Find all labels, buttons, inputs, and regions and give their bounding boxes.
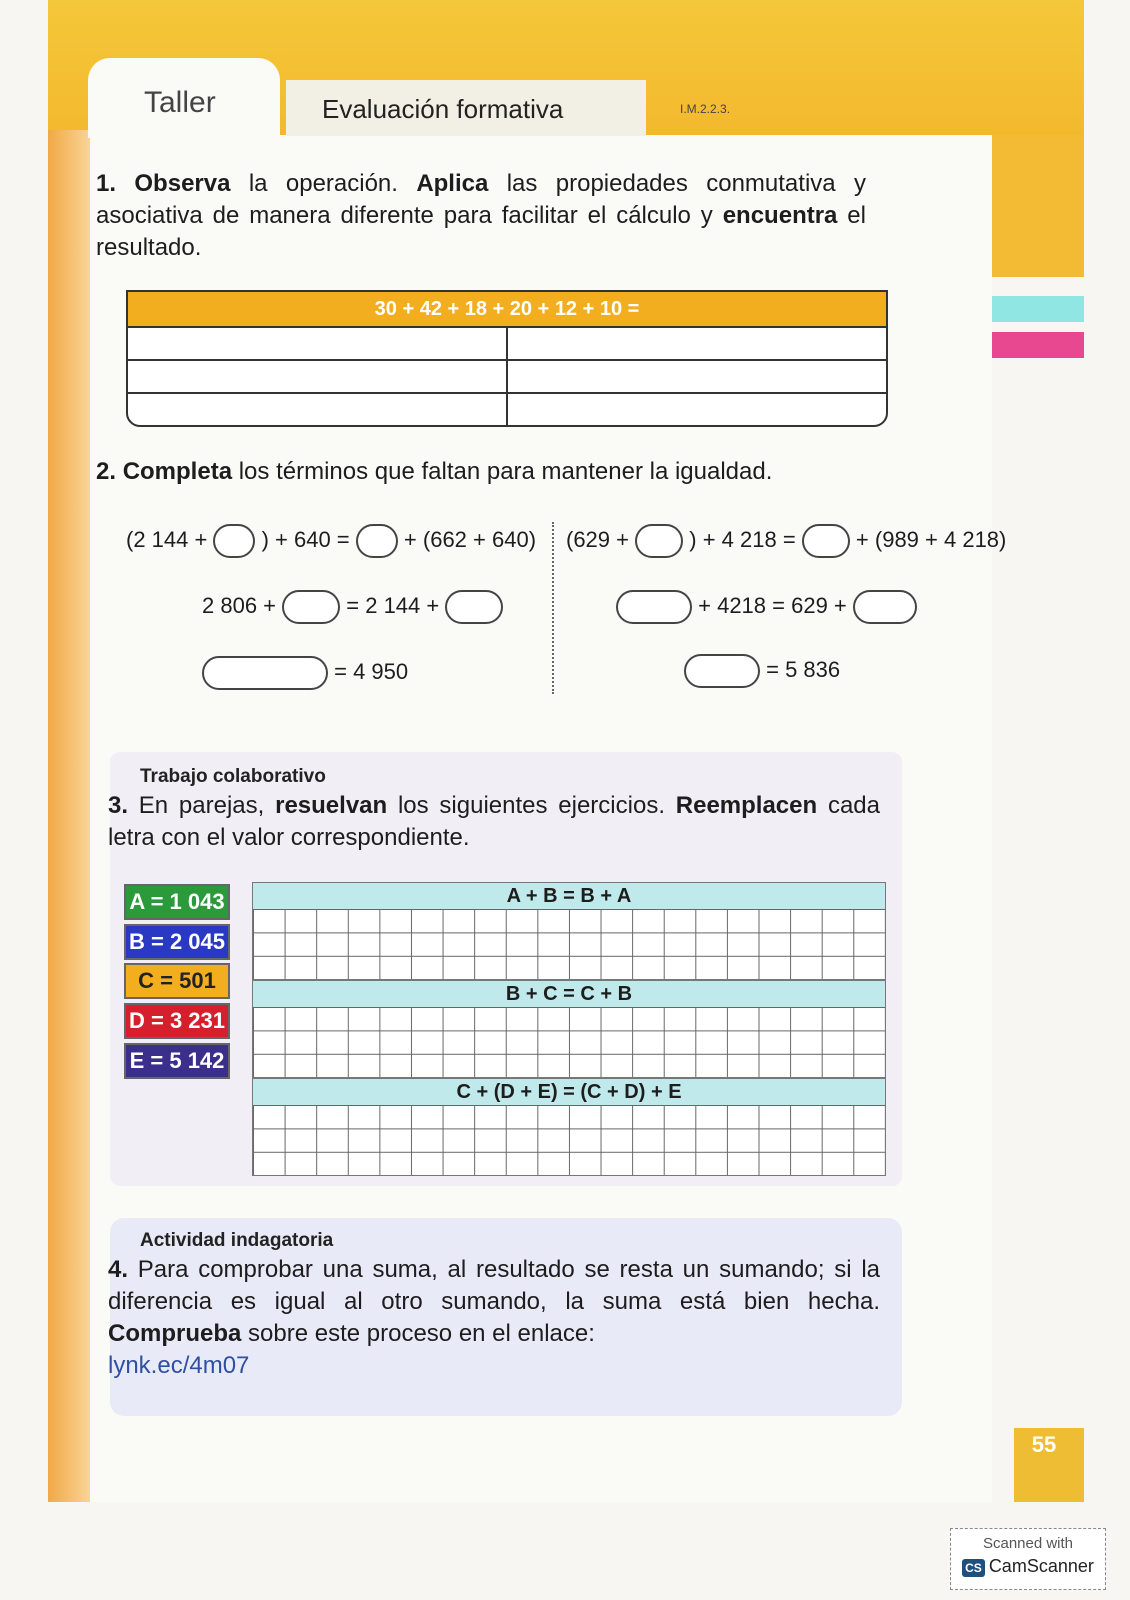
q2-word-completa: Completa — [122, 458, 233, 485]
q4-text-1: Para comprobar una suma, al resultado se resta un sumando; si la diferencia es igual al otro sumando, la suma está bien hecha. — [108, 1256, 880, 1315]
watermark-brand-line — [951, 1556, 1105, 1577]
question-4 — [108, 1254, 880, 1382]
q1-text-1: la operación. — [230, 170, 417, 197]
left-orange-band — [48, 130, 92, 1502]
eq-text: (2 144 + — [126, 526, 208, 552]
q1-text-2: las propiedades conmutativa y asociativa de manera diferente para facilitar el cálculo y — [96, 170, 866, 229]
collaborative-label: Trabajo colaborativo — [140, 766, 326, 787]
question-3 — [108, 790, 880, 854]
q1-cell[interactable] — [508, 394, 886, 425]
q4-number: 4. — [108, 1256, 129, 1283]
tab-workshop-label: Taller — [144, 86, 216, 119]
q1-table — [126, 290, 888, 427]
answer-blank[interactable] — [356, 524, 398, 558]
q3-word-resuelvan: resuelvan — [275, 792, 388, 819]
grid-cells[interactable] — [253, 1105, 885, 1175]
q2-divider — [552, 522, 554, 694]
q1-cell[interactable] — [128, 394, 508, 425]
q1-table-row — [128, 359, 886, 392]
cyan-stripe — [992, 296, 1084, 322]
q1-table-row — [128, 392, 886, 425]
q3-number: 3. — [108, 792, 129, 819]
value-chip-e: E = 5 142 — [124, 1043, 230, 1079]
grid-title: C + (D + E) = (C + D) + E — [253, 1079, 885, 1105]
value-chip-c: C = 501 — [124, 963, 230, 999]
q3-text-1: En parejas, — [138, 792, 276, 819]
answer-blank[interactable] — [616, 590, 692, 624]
answer-blank[interactable] — [282, 590, 340, 624]
q2-left-line-1 — [126, 524, 536, 558]
q1-number: 1. — [96, 170, 117, 197]
q1-word-observa: Observa — [134, 170, 231, 197]
q2-right-line-2 — [616, 590, 917, 624]
q1-cell[interactable] — [508, 328, 886, 359]
answer-blank[interactable] — [853, 590, 917, 624]
q1-cell[interactable] — [128, 361, 508, 392]
grid-cells[interactable] — [253, 1007, 885, 1077]
grid-a-plus-b — [252, 882, 886, 980]
camscanner-watermark — [950, 1528, 1106, 1590]
q2-right-line-1 — [566, 524, 1006, 558]
answer-blank[interactable] — [213, 524, 255, 558]
q4-text-2: sobre este proceso en el enlace: — [241, 1320, 595, 1347]
q1-cell[interactable] — [508, 361, 886, 392]
grid-cells[interactable] — [253, 909, 885, 979]
q4-word-comprueba: Comprueba — [108, 1320, 242, 1347]
q4-link[interactable]: lynk.ec/4m07 — [108, 1352, 250, 1379]
grid-title: B + C = C + B — [253, 981, 885, 1007]
eq-text: = 5 836 — [766, 656, 841, 682]
grid-title: A + B = B + A — [253, 883, 885, 909]
eq-text: = 4 950 — [334, 658, 409, 684]
q2-text: los términos que faltan para mantener la igualdad. — [232, 458, 773, 485]
q1-word-aplica: Aplica — [416, 170, 489, 197]
eq-text: 2 806 + — [202, 592, 277, 618]
q3-text-2: los siguientes ejercicios. — [387, 792, 676, 819]
right-yellow-block — [992, 135, 1084, 277]
value-chip-d: D = 3 231 — [124, 1003, 230, 1039]
eq-text: ) + 4 218 = — [689, 526, 796, 552]
eq-text: = 2 144 + — [346, 592, 440, 618]
watermark-brand: CamScanner — [988, 1556, 1094, 1576]
value-chip-b: B = 2 045 — [124, 924, 230, 960]
q2-number: 2. — [96, 458, 117, 485]
tab-assessment — [286, 80, 646, 136]
q1-word-encuentra: encuentra — [722, 202, 838, 229]
q2-left-line-3 — [202, 656, 408, 690]
page-number: 55 — [1031, 1432, 1057, 1457]
answer-blank[interactable] — [202, 656, 328, 690]
camscanner-logo-icon: CS — [962, 1559, 985, 1577]
question-2 — [96, 456, 896, 488]
answer-blank[interactable] — [802, 524, 850, 558]
pink-stripe — [992, 332, 1084, 358]
question-1 — [96, 168, 866, 264]
answer-blank[interactable] — [445, 590, 503, 624]
eq-text: + (662 + 640) — [403, 526, 537, 552]
eq-text: (629 + — [566, 526, 629, 552]
q2-right-line-3 — [684, 654, 840, 688]
value-chip-a: A = 1 043 — [124, 884, 230, 920]
tab-workshop — [88, 58, 280, 138]
q3-word-reemplacen: Reemplacen — [675, 792, 818, 819]
answer-blank[interactable] — [684, 654, 760, 688]
skill-code: I.M.2.2.3. — [680, 102, 731, 116]
q1-cell[interactable] — [128, 328, 508, 359]
eq-text: + 4218 = 629 + — [698, 592, 847, 618]
watermark-line1: Scanned with — [982, 1535, 1074, 1552]
q1-text-3: el resultado. — [96, 202, 866, 261]
inquiry-label: Actividad indagatoria — [140, 1230, 334, 1251]
q1-table-row — [128, 326, 886, 359]
grid-b-plus-c — [252, 980, 886, 1078]
tab-assessment-label: Evaluación formativa — [322, 94, 564, 124]
q2-left-line-2 — [202, 590, 503, 624]
eq-text: ) + 640 = — [261, 526, 350, 552]
q1-table-header: 30 + 42 + 18 + 20 + 12 + 10 = — [128, 292, 886, 326]
eq-text: + (989 + 4 218) — [855, 526, 1007, 552]
grid-associative — [252, 1078, 886, 1176]
answer-blank[interactable] — [635, 524, 683, 558]
q3-text-3: cada letra con el valor correspondiente. — [108, 792, 880, 851]
